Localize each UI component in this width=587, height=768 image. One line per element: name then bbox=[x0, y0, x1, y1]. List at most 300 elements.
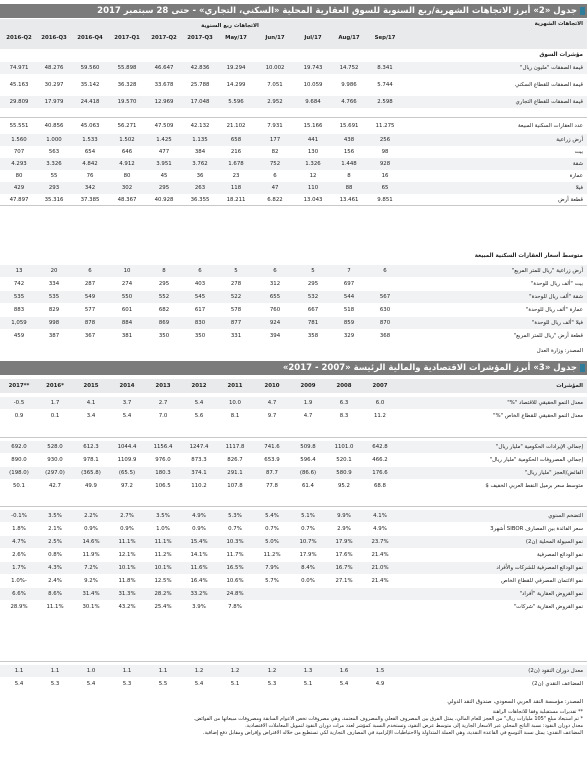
cell-value: 156 bbox=[343, 149, 355, 155]
cell-value: 509.8 bbox=[300, 444, 316, 450]
cell-value: 25.4% bbox=[154, 604, 172, 610]
cell-value: 82 bbox=[271, 149, 279, 155]
cell-value: 5.1 bbox=[303, 681, 313, 687]
year-header: 2013 bbox=[155, 383, 171, 389]
cell-value: 3.9% bbox=[192, 604, 206, 610]
cell-value: 4.9 bbox=[375, 681, 385, 687]
cell-value: 5.1% bbox=[301, 513, 315, 519]
cell-value: 5.6 bbox=[194, 413, 204, 419]
table2-row bbox=[0, 158, 587, 170]
title-marker-icon bbox=[580, 7, 585, 15]
cell-value: 17.9% bbox=[299, 552, 317, 558]
row-label: نمو القروض العقارية "أفراد" bbox=[519, 591, 583, 597]
cell-value: 5.5 bbox=[158, 681, 168, 687]
cell-value: 177 bbox=[269, 137, 281, 143]
cell-value: 256 bbox=[379, 137, 391, 143]
cell-value: 2.6% bbox=[12, 552, 26, 558]
cell-value: 1156.4 bbox=[153, 444, 173, 450]
cell-value: 180.3 bbox=[155, 470, 171, 476]
cell-value: 47.897 bbox=[9, 197, 29, 203]
cell-value: 7.0 bbox=[158, 413, 168, 419]
cell-value: 216 bbox=[230, 149, 242, 155]
cell-value: 16.4% bbox=[190, 578, 208, 584]
cell-value: 930.0 bbox=[47, 457, 63, 463]
cell-value: 10.6% bbox=[226, 578, 244, 584]
table2-header bbox=[0, 19, 587, 49]
cell-value: 16.5% bbox=[226, 565, 244, 571]
cell-value: 7.051 bbox=[267, 82, 283, 88]
cell-value: 4.7% bbox=[12, 539, 26, 545]
cell-value: 4.3% bbox=[48, 565, 62, 571]
cell-value: 291.1 bbox=[227, 470, 243, 476]
cell-value: 0.7% bbox=[228, 526, 242, 532]
cell-value: 31.4% bbox=[82, 591, 100, 597]
cell-value: 5.4 bbox=[86, 681, 96, 687]
cell-value: 5.3 bbox=[122, 681, 132, 687]
cell-value: 1.560 bbox=[11, 137, 27, 143]
row-label: معدل دوران النقود (ن2) bbox=[528, 668, 583, 674]
cell-value: 859 bbox=[343, 320, 355, 326]
cell-value: 580.9 bbox=[336, 470, 352, 476]
cell-value: 6 bbox=[273, 173, 277, 179]
cell-value: 5.744 bbox=[377, 82, 393, 88]
cell-value: 28.2% bbox=[154, 591, 172, 597]
cell-value: 24.418 bbox=[80, 99, 100, 105]
year-header: 2008 bbox=[336, 383, 352, 389]
cell-value: 16 bbox=[381, 173, 389, 179]
cell-value: 654 bbox=[84, 149, 96, 155]
cell-value: 2.7 bbox=[158, 400, 168, 406]
cell-value: 381 bbox=[121, 333, 133, 339]
cell-value: 1.502 bbox=[119, 137, 135, 143]
cell-value: 1.2 bbox=[267, 668, 277, 674]
cell-value: 12 bbox=[309, 173, 317, 179]
cell-value: 567 bbox=[379, 294, 391, 300]
cell-value: 17.6% bbox=[335, 552, 353, 558]
cell-value: 1.2 bbox=[230, 668, 240, 674]
cell-value: 535 bbox=[13, 294, 25, 300]
cell-value: 33.678 bbox=[154, 82, 174, 88]
cell-value: 1.533 bbox=[82, 137, 98, 143]
cell-value: 4.9% bbox=[373, 526, 387, 532]
row-label: قيمة الصفقات "مليون ريال" bbox=[519, 65, 583, 71]
cell-value: 5.4 bbox=[194, 681, 204, 687]
cell-value: 1117.8 bbox=[225, 444, 245, 450]
table2-row bbox=[0, 146, 587, 158]
cell-value: 884 bbox=[121, 320, 133, 326]
cell-value: 976.0 bbox=[155, 457, 171, 463]
cell-value: 441 bbox=[307, 137, 319, 143]
cell-value: 0.9% bbox=[192, 526, 206, 532]
cell-value: 4.293 bbox=[11, 161, 27, 167]
cell-value: 578 bbox=[230, 307, 242, 313]
row-label: إجمالي الإيرادات الحكومية "مليار ريال" bbox=[495, 444, 583, 450]
row-label: إجمالي المصروفات الحكومية "مليار ريال" bbox=[489, 457, 583, 463]
cell-value: 1.448 bbox=[341, 161, 357, 167]
table3-row bbox=[0, 523, 587, 535]
cell-value: 21.102 bbox=[226, 123, 246, 129]
cell-value: 36 bbox=[196, 173, 204, 179]
cell-value: 110.2 bbox=[191, 483, 207, 489]
cell-value: 46.647 bbox=[154, 65, 174, 71]
row-label: قطعة أرض bbox=[558, 197, 583, 203]
cell-value: 6.6% bbox=[12, 591, 26, 597]
cell-value: 10.1% bbox=[118, 565, 136, 571]
cell-value: 350 bbox=[158, 333, 170, 339]
cell-value: 873.3 bbox=[191, 457, 207, 463]
table3-row bbox=[0, 588, 587, 600]
cell-value: 646 bbox=[121, 149, 133, 155]
cell-value: 98 bbox=[381, 149, 389, 155]
cell-value: 10.0 bbox=[228, 400, 241, 406]
cell-value: 1.0%- bbox=[11, 578, 27, 584]
cell-value: 2.2% bbox=[84, 513, 98, 519]
year-header: 2017** bbox=[8, 383, 30, 389]
cell-value: 9.684 bbox=[305, 99, 321, 105]
cell-value: 11.1% bbox=[118, 539, 136, 545]
cell-value: 9.986 bbox=[341, 82, 357, 88]
cell-value: 77.8 bbox=[265, 483, 278, 489]
table2-title-band bbox=[0, 4, 587, 18]
year-header: 2012 bbox=[191, 383, 207, 389]
cell-value: 3.4 bbox=[86, 413, 96, 419]
cell-value: 29.809 bbox=[9, 99, 29, 105]
cell-value: 7.931 bbox=[267, 123, 283, 129]
cell-value: 5.4 bbox=[122, 413, 132, 419]
table3-row bbox=[0, 480, 587, 492]
cell-value: 0.9% bbox=[120, 526, 134, 532]
cell-value: 6 bbox=[273, 268, 277, 274]
cell-value: 13.461 bbox=[339, 197, 359, 203]
cell-value: 544 bbox=[343, 294, 355, 300]
cell-value: 642.8 bbox=[372, 444, 388, 450]
cell-value: 55 bbox=[50, 173, 58, 179]
column-header: 2017-Q2 bbox=[151, 35, 177, 41]
cell-value: 577 bbox=[84, 307, 96, 313]
quarterly-group-label: الاتجاهات ربع السنوية bbox=[201, 23, 259, 29]
table2-row bbox=[0, 330, 587, 342]
row-label: عمارة "ألف ريال للوحدة" bbox=[525, 307, 583, 313]
cell-value: 10.1% bbox=[154, 565, 172, 571]
cell-value: 9.851 bbox=[377, 197, 393, 203]
cell-value: 55.551 bbox=[9, 123, 29, 129]
table2-title: جدول «2» أبرز الاتجاهات الشهرية/ربع السنوية للسوق العقارية المحلية «السكني، التجاري» - حتى 28 سبتمبر 2017 bbox=[97, 6, 577, 16]
cell-value: 781 bbox=[307, 320, 319, 326]
column-header: Sep/17 bbox=[374, 35, 396, 41]
row-label: قيمة الصفقات للقطاع التجاري bbox=[515, 99, 583, 105]
row-label: بيت bbox=[574, 149, 583, 155]
note-line: ** تقديرات مستقبلية وفقاً للاتجاهات الراهنة bbox=[492, 709, 583, 715]
cell-value: 37.385 bbox=[80, 197, 100, 203]
cell-value: 263 bbox=[194, 185, 206, 191]
cell-value: 49.9 bbox=[84, 483, 97, 489]
table3-row bbox=[0, 575, 587, 587]
cell-value: 459 bbox=[13, 333, 25, 339]
cell-value: 10 bbox=[123, 268, 131, 274]
cell-value: 596.4 bbox=[300, 457, 316, 463]
divider bbox=[0, 205, 587, 206]
cell-value: 5.4% bbox=[265, 513, 279, 519]
cell-value: 692.0 bbox=[11, 444, 27, 450]
table3-header bbox=[0, 379, 587, 393]
cell-value: 5.1 bbox=[230, 681, 240, 687]
cell-value: 3.326 bbox=[46, 161, 62, 167]
title-marker-icon bbox=[580, 364, 585, 372]
cell-value: 45.063 bbox=[80, 123, 100, 129]
indicators-header: المؤشرات bbox=[556, 383, 583, 389]
cell-value: 830 bbox=[194, 320, 206, 326]
cell-value: 752 bbox=[269, 161, 281, 167]
year-header: 2009 bbox=[300, 383, 316, 389]
row-label: قطعة أرض "ريال للمتر المربع" bbox=[513, 333, 583, 339]
cell-value: 658 bbox=[230, 137, 242, 143]
cell-value: 5 bbox=[311, 268, 315, 274]
cell-value: 97.2 bbox=[120, 483, 133, 489]
table3-row bbox=[0, 441, 587, 453]
cell-value: 65 bbox=[381, 185, 389, 191]
cell-value: 0.9% bbox=[84, 526, 98, 532]
cell-value: 42.7 bbox=[48, 483, 61, 489]
cell-value: 5 bbox=[234, 268, 238, 274]
cell-value: 6.822 bbox=[267, 197, 283, 203]
cell-value: 25.788 bbox=[190, 82, 210, 88]
cell-value: 350 bbox=[194, 333, 206, 339]
cell-value: 0.0% bbox=[301, 578, 315, 584]
cell-value: 47 bbox=[271, 185, 279, 191]
cell-value: 1.135 bbox=[192, 137, 208, 143]
column-header: 2017-Q1 bbox=[114, 35, 140, 41]
cell-value: 15.691 bbox=[339, 123, 359, 129]
cell-value: 826.7 bbox=[227, 457, 243, 463]
table2-row bbox=[0, 278, 587, 290]
cell-value: 5.596 bbox=[228, 99, 244, 105]
cell-value: 10.3% bbox=[226, 539, 244, 545]
cell-value: 329 bbox=[343, 333, 355, 339]
cell-value: 3.5% bbox=[48, 513, 62, 519]
cell-value: 9.9% bbox=[337, 513, 351, 519]
cell-value: 68.8 bbox=[373, 483, 386, 489]
table2-row-total-sold bbox=[0, 120, 587, 132]
cell-value: 3.951 bbox=[156, 161, 172, 167]
cell-value: 3.762 bbox=[192, 161, 208, 167]
cell-value: 612.3 bbox=[83, 444, 99, 450]
cell-value: 45.163 bbox=[9, 82, 29, 88]
table2-section1-title: مؤشرات السوق bbox=[539, 52, 583, 58]
cell-value: 278 bbox=[230, 281, 242, 287]
cell-value: 6.0 bbox=[375, 400, 385, 406]
divider bbox=[0, 117, 587, 118]
table3-row bbox=[0, 549, 587, 561]
row-label: المضاعف النقدي (ن2) bbox=[532, 681, 583, 687]
table2-row bbox=[0, 79, 587, 91]
cell-value: 878 bbox=[84, 320, 96, 326]
cell-value: 8.1 bbox=[230, 413, 240, 419]
table3-row bbox=[0, 601, 587, 613]
column-header: Jun/17 bbox=[265, 35, 285, 41]
cell-value: 742 bbox=[13, 281, 25, 287]
cell-value: 14.752 bbox=[339, 65, 359, 71]
cell-value: 11.1% bbox=[154, 539, 172, 545]
cell-value: 10.002 bbox=[265, 65, 285, 71]
cell-value: (86.6) bbox=[299, 470, 317, 476]
cell-value: 358 bbox=[307, 333, 319, 339]
cell-value: 87.7 bbox=[265, 470, 278, 476]
table3-row bbox=[0, 536, 587, 548]
cell-value: 14.1% bbox=[190, 552, 208, 558]
cell-value: 7.8% bbox=[228, 604, 242, 610]
column-header: May/17 bbox=[225, 35, 247, 41]
cell-value: 47.509 bbox=[154, 123, 174, 129]
cell-value: 870 bbox=[379, 320, 391, 326]
row-label: قيمة الصفقات للقطاع السكني bbox=[515, 82, 583, 88]
year-header: 2015 bbox=[83, 383, 99, 389]
cell-value: 869 bbox=[158, 320, 170, 326]
cell-value: 563 bbox=[48, 149, 60, 155]
cell-value: 707 bbox=[13, 149, 25, 155]
cell-value: 0.9 bbox=[14, 413, 24, 419]
cell-value: 2.1% bbox=[48, 526, 62, 532]
cell-value: 5.7% bbox=[265, 578, 279, 584]
cell-value: 1.425 bbox=[156, 137, 172, 143]
row-label: شقة "ألف ريال للوحدة" bbox=[529, 294, 583, 300]
cell-value: 130 bbox=[307, 149, 319, 155]
cell-value: 1.0% bbox=[156, 526, 170, 532]
cell-value: 477 bbox=[158, 149, 170, 155]
cell-value: 12.969 bbox=[154, 99, 174, 105]
row-label: أرض زراعية "ريال للمتر المربع" bbox=[511, 268, 583, 274]
cell-value: 2.4% bbox=[48, 578, 62, 584]
row-label: نمو الودائع المصرفية للشركات والأفراد bbox=[496, 565, 583, 571]
cell-value: 2.598 bbox=[377, 99, 393, 105]
cell-value: 16.7% bbox=[335, 565, 353, 571]
cell-value: 176.6 bbox=[372, 470, 388, 476]
table3-title-band bbox=[0, 361, 587, 375]
cell-value: 5.3 bbox=[267, 681, 277, 687]
cell-value: 27.1% bbox=[335, 578, 353, 584]
divider bbox=[0, 661, 587, 662]
cell-value: 466.2 bbox=[372, 457, 388, 463]
cell-value: 1.7 bbox=[50, 400, 60, 406]
table3-source: المصدر: مؤسسة النقد العربي السعودي، صندوق النقد الدولي bbox=[447, 699, 583, 705]
table2-row bbox=[0, 317, 587, 329]
cell-value: 522 bbox=[230, 294, 242, 300]
column-header: 2017-Q3 bbox=[187, 35, 213, 41]
cell-value: 6 bbox=[383, 268, 387, 274]
row-label: نمو القروض العقارية "شركات" bbox=[513, 604, 583, 610]
cell-value: 1,059 bbox=[11, 320, 27, 326]
cell-value: 80 bbox=[123, 173, 131, 179]
cell-value: 20 bbox=[50, 268, 58, 274]
table2-row bbox=[0, 291, 587, 303]
cell-value: -0.5 bbox=[13, 400, 25, 406]
cell-value: 545 bbox=[194, 294, 206, 300]
cell-value: 3.5% bbox=[156, 513, 170, 519]
cell-value: 2.7% bbox=[120, 513, 134, 519]
cell-value: 8 bbox=[162, 268, 166, 274]
cell-value: 6 bbox=[198, 268, 202, 274]
cell-value: 1247.4 bbox=[189, 444, 209, 450]
cell-value: 518 bbox=[343, 307, 355, 313]
cell-value: 528.0 bbox=[47, 444, 63, 450]
cell-value: 14.6% bbox=[82, 539, 100, 545]
cell-value: 18.211 bbox=[226, 197, 246, 203]
cell-value: 9.2% bbox=[84, 578, 98, 584]
cell-value: 998 bbox=[48, 320, 60, 326]
cell-value: 1.326 bbox=[305, 161, 321, 167]
table2-row bbox=[0, 96, 587, 108]
cell-value: 630 bbox=[379, 307, 391, 313]
cell-value: 21.4% bbox=[371, 552, 389, 558]
cell-value: 19.294 bbox=[226, 65, 246, 71]
cell-value: 374.1 bbox=[191, 470, 207, 476]
cell-value: 24.8% bbox=[226, 591, 244, 597]
cell-value: 10.059 bbox=[303, 82, 323, 88]
table2-row bbox=[0, 182, 587, 194]
table2-row bbox=[0, 62, 587, 74]
row-label: نمو الودائع المصرفية bbox=[536, 552, 583, 558]
cell-value: 45 bbox=[160, 173, 168, 179]
table3-row bbox=[0, 665, 587, 677]
cell-value: 2.5% bbox=[48, 539, 62, 545]
cell-value: 4.842 bbox=[82, 161, 98, 167]
cell-value: 1.1 bbox=[122, 668, 132, 674]
cell-value: 549 bbox=[84, 294, 96, 300]
cell-value: 36.355 bbox=[190, 197, 210, 203]
cell-value: 342 bbox=[84, 185, 96, 191]
year-header: 2014 bbox=[119, 383, 135, 389]
cell-value: 653.9 bbox=[264, 457, 280, 463]
cell-value: 6 bbox=[88, 268, 92, 274]
cell-value: 55.898 bbox=[117, 65, 137, 71]
cell-value: 23.7% bbox=[371, 539, 389, 545]
cell-value: 520.1 bbox=[336, 457, 352, 463]
cell-value: 88 bbox=[345, 185, 353, 191]
row-label: فيلا "ألف ريال للوحدة" bbox=[531, 320, 583, 326]
cell-value: 1.7% bbox=[12, 565, 26, 571]
cell-value: 403 bbox=[194, 281, 206, 287]
cell-value: 50.1 bbox=[12, 483, 25, 489]
cell-value: 17.048 bbox=[190, 99, 210, 105]
table2-row bbox=[0, 304, 587, 316]
cell-value: 80 bbox=[15, 173, 23, 179]
cell-value: 33.2% bbox=[190, 591, 208, 597]
row-label: نمو السيولة المحلية (ن2) bbox=[525, 539, 583, 545]
divider bbox=[0, 437, 587, 438]
row-label: عدد العقارات السكنية المبيعة bbox=[518, 123, 583, 129]
cell-value: 928 bbox=[379, 161, 391, 167]
cell-value: 2.9% bbox=[337, 526, 351, 532]
cell-value: 293 bbox=[48, 185, 60, 191]
cell-value: 11.2% bbox=[154, 552, 172, 558]
row-label: أرض زراعية bbox=[556, 137, 583, 143]
table3-row bbox=[0, 467, 587, 479]
cell-value: 1.000 bbox=[46, 137, 62, 143]
cell-value: 394 bbox=[269, 333, 281, 339]
cell-value: 9.7 bbox=[267, 413, 277, 419]
cell-value: 4.1% bbox=[373, 513, 387, 519]
row-label: نمو الائتمان المصرفي للقطاع الخاص bbox=[501, 578, 583, 584]
divider bbox=[0, 506, 587, 507]
cell-value: 924 bbox=[269, 320, 281, 326]
cell-value: 11.275 bbox=[375, 123, 395, 129]
row-label: معدل النمو الحقيقي للقطاع الخاص "%" bbox=[493, 413, 583, 419]
cell-value: 59.560 bbox=[80, 65, 100, 71]
cell-value: (198.0) bbox=[9, 470, 29, 476]
cell-value: 1044.4 bbox=[117, 444, 137, 450]
note-line: معدل دوران النقود: نسبة الناتج المحلي عبر الاسعار الجارية إلى متوسط عرض النقود، وتستخدم النسبة كمؤشر لعدد مرات دوران النقود لتمويل المعاملات الاقتصادية. bbox=[245, 723, 583, 729]
cell-value: (365.8) bbox=[81, 470, 101, 476]
cell-value: 1101.0 bbox=[334, 444, 354, 450]
